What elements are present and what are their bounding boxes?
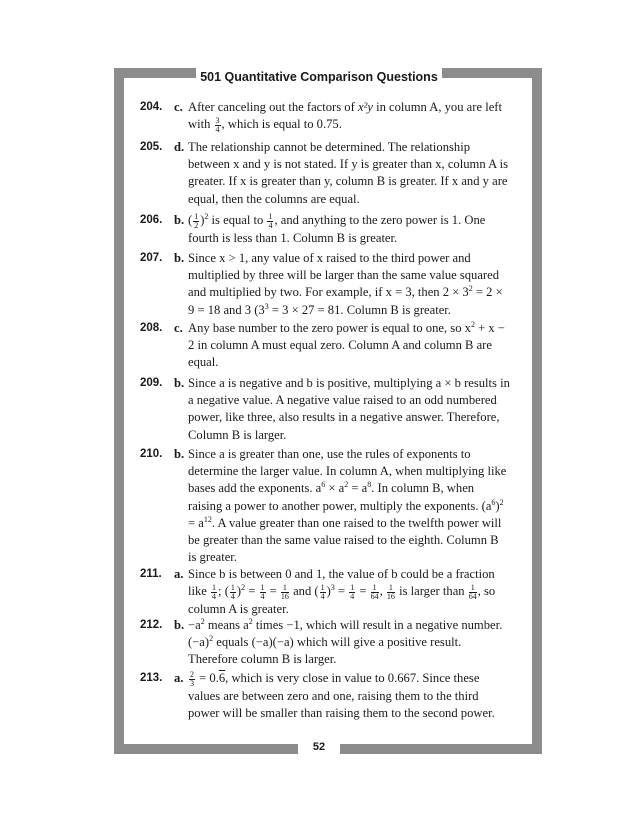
question-number: 211. [140, 568, 162, 580]
answer-letter: c. [174, 321, 183, 335]
fraction: $\frac{1}{4}$ [320, 582, 325, 601]
answer-item-207 [140, 250, 510, 319]
explanation-text: $\frac{2}{3}$ = 0.6, which is very close in value to 0.667. Since these values are between zero and one, raising them to the third power will be smaller than raising them to the second power. [188, 669, 495, 720]
answer-letter: a. [174, 671, 184, 685]
fraction: $\frac{1}{4}$ [230, 582, 235, 601]
answer-letter: b. [174, 447, 185, 461]
answer-item-213 [140, 670, 510, 722]
answer-item-208 [140, 320, 510, 372]
page-header: 501 Quantitative Comparison Questions [196, 66, 442, 88]
fraction: $\frac{1}{4}$ [350, 582, 355, 601]
answer-item-212 [140, 617, 510, 669]
answer-item-206 [140, 212, 510, 247]
fraction: $\frac{1}{16}$ [280, 582, 289, 601]
answer-item-204 [140, 99, 510, 134]
question-number: 206. [140, 214, 163, 226]
fraction: $\frac{1}{2}$ [194, 211, 199, 230]
answer-letter: c. [174, 100, 183, 114]
fraction: $\frac{1}{4}$ [212, 582, 217, 601]
answer-letter: a. [174, 567, 184, 581]
page-number: 52 [298, 736, 340, 758]
question-number: 208. [140, 322, 163, 334]
explanation-text: Any base number to the zero power is equal to one, so $x^2 + x - 2$ in column A must equal zero. Column A and column B are equal. [188, 319, 505, 370]
explanation-text: Since a is negative and b is positive, multiplying a × b results in a negative value. A negative value raised to an odd numbered power, like three, also results in a negative answer. Therefore, Column B is larger. [188, 376, 510, 442]
question-number: 205. [140, 141, 163, 153]
answer-letter: d. [174, 140, 185, 154]
answer-item-209 [140, 375, 510, 444]
explanation-text: Since b is between 0 and 1, the value of b could be a fraction like $\frac{1}{4}$ ; ( $\frac{1}{4}$ )$^2$ = $\frac{1}{4}$ = $\frac{1}{16}$ and ( $\frac{1}{4}$ )$^3$ = $\frac{1}{4}$ = $\frac{1}{64}$ , $\frac{1}{16}$ is larger than $\frac{1}{64}$ , so column A is greater. [188, 567, 496, 616]
explanation-text: Since a is greater than one, use the rules of exponents to determine the larger value. In column A, when multiplying like bases add the exponents. $a^6 \times a^2 = a^8$. In column B, when raising a power to another power, multiply the exponents. $(a^6)^2 = a^{12}$. A value greater than one raised to the twelfth power will be greater than the same value raised to the eighth. Column B is greater. [188, 447, 507, 565]
question-number: 212. [140, 619, 163, 631]
frame-left-border [114, 68, 124, 754]
explanation-text: $-a^2$ means $a^2$ times −1, which will result in a negative number. $(-a)^2$ equals (−a)(−a) which will give a positive result. Therefore column B is larger. [188, 616, 503, 667]
explanation-text: The relationship cannot be determined. The relationship between x and y is not stated. If y is greater than x, column A is greater. If x is greater than y, column B is greater. If x and y are equal, then the columns are equal. [188, 140, 509, 206]
frame-right-border [532, 68, 542, 754]
question-number: 209. [140, 377, 163, 389]
fraction: $\frac{1}{16}$ [386, 582, 395, 601]
question-number: 204. [140, 101, 163, 113]
explanation-text: ( $\frac{1}{2}$ )$^2$ is equal to $\frac{1}{4}$ , and anything to the zero power is 1. One fourth is less than 1. Column B is greater. [188, 211, 486, 245]
answer-letter: b. [174, 376, 185, 390]
question-number: 210. [140, 448, 163, 460]
explanation-text: Since x > 1, any value of x raised to the third power and multiplied by three will be larger than the same value squared and multiplied by two. For example, if x = 3, then $2 \times 3^2 = 2 \times 9 = 18$ and 3 ($3^3 = 3 \times 27 = 81$. Column B is greater. [188, 251, 503, 317]
fraction: $\frac{3}{4}$ [215, 115, 220, 134]
answer-letter: b. [174, 251, 185, 265]
answer-item-211 [140, 566, 510, 618]
answer-letter: b. [174, 618, 185, 632]
fraction: $\frac{1}{64}$ [370, 582, 379, 601]
answer-letter: b. [174, 213, 185, 227]
explanation-text: After canceling out the factors of x²y in column A, you are left with $\frac{3}{4}$ , which is equal to 0.75. [188, 100, 502, 134]
fraction: $\frac{1}{64}$ [468, 582, 477, 601]
fraction: $\frac{2}{3}$ [190, 669, 194, 688]
answer-item-205 [140, 139, 510, 208]
fraction: $\frac{1}{4}$ [260, 582, 265, 601]
fraction: $\frac{1}{4}$ [268, 211, 273, 230]
answer-item-210 [140, 446, 510, 566]
question-number: 213. [140, 672, 163, 684]
question-number: 207. [140, 252, 163, 264]
